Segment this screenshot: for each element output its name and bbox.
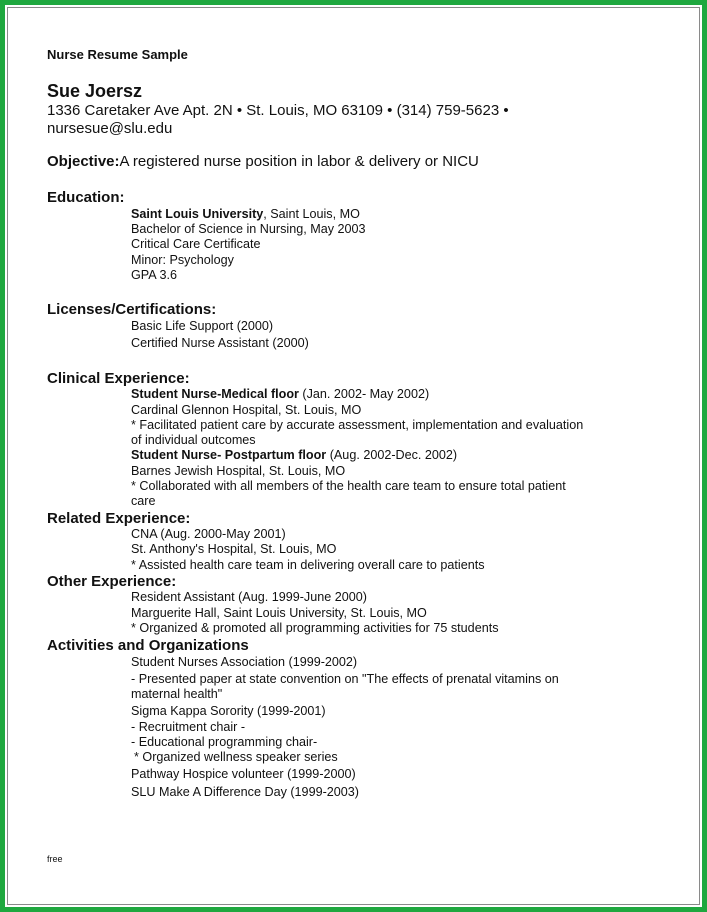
related-line: CNA (Aug. 2000-May 2001) [131, 527, 286, 541]
job-dates: (Jan. 2002- May 2002) [298, 387, 430, 401]
objective [47, 154, 479, 169]
clinical-job2-place: Barnes Jewish Hospital, St. Louis, MO [131, 464, 346, 478]
clinical-job1-desc: of individual outcomes [131, 433, 256, 447]
clinical-job1-desc: * Facilitated patient care by accurate assessment, implementation and evaluation [131, 418, 584, 432]
activity-line: Student Nurses Association (1999-2002) [131, 655, 358, 669]
job-dates: (Aug. 2002-Dec. 2002) [326, 448, 458, 462]
education-line: Bachelor of Science in Nursing, May 2003 [131, 222, 366, 236]
activity-line: - Educational programming chair- [131, 735, 318, 749]
other-line: * Organized & promoted all programming activities for 75 students [131, 621, 499, 635]
activity-line: * Organized wellness speaker series [134, 750, 338, 764]
education-line: Critical Care Certificate [131, 237, 261, 251]
other-line: Marguerite Hall, Saint Louis University, St. Louis, MO [131, 606, 427, 620]
clinical-heading: Clinical Experience: [47, 370, 190, 387]
school-location: , Saint Louis, MO [263, 207, 360, 221]
other-line: Resident Assistant (Aug. 1999-June 2000) [131, 590, 367, 604]
clinical-job1-place: Cardinal Glennon Hospital, St. Louis, MO [131, 403, 362, 417]
activity-line: Pathway Hospice volunteer (1999-2000) [131, 767, 356, 781]
objective-text: A registered nurse position in labor & delivery or NICU [119, 153, 479, 170]
education-line: GPA 3.6 [131, 268, 177, 282]
job-title: Student Nurse-Medical floor [131, 387, 299, 401]
license-line: Certified Nurse Assistant (2000) [131, 336, 309, 350]
other-heading: Other Experience: [47, 573, 177, 590]
activity-line: - Recruitment chair - [131, 720, 246, 734]
activity-line: SLU Make A Difference Day (1999-2003) [131, 785, 359, 799]
school-name: Saint Louis University [131, 207, 264, 221]
contact-line-email: nursesue@slu.edu [47, 120, 173, 137]
education-line: Minor: Psychology [131, 253, 234, 267]
license-line: Basic Life Support (2000) [131, 319, 274, 333]
related-line: * Assisted health care team in delivering overall care to patients [131, 558, 485, 572]
clinical-job2-desc: care [131, 494, 156, 508]
activities-heading: Activities and Organizations [47, 637, 249, 654]
related-heading: Related Experience: [47, 510, 191, 527]
footer-note: free [47, 854, 63, 864]
clinical-job2-desc: * Collaborated with all members of the health care team to ensure total patient [131, 479, 566, 493]
objective-label: Objective: [47, 153, 120, 170]
job-title: Student Nurse- Postpartum floor [131, 448, 327, 462]
activity-line: - Presented paper at state convention on "The effects of prenatal vitamins on [131, 672, 559, 686]
licenses-heading: Licenses/Certifications: [47, 301, 217, 318]
clinical-job2-title [131, 449, 457, 462]
activity-line: maternal health" [131, 687, 223, 701]
candidate-name: Sue Joersz [47, 81, 143, 101]
clinical-job1-title [131, 388, 429, 401]
education-heading: Education: [47, 189, 125, 206]
contact-line-address: 1336 Caretaker Ave Apt. 2N • St. Louis, MO 63109 • (314) 759-5623 • [47, 102, 509, 119]
document-title: Nurse Resume Sample [47, 47, 188, 62]
related-line: St. Anthony's Hospital, St. Louis, MO [131, 542, 337, 556]
education-school [131, 208, 360, 221]
activity-line: Sigma Kappa Sorority (1999-2001) [131, 704, 326, 718]
